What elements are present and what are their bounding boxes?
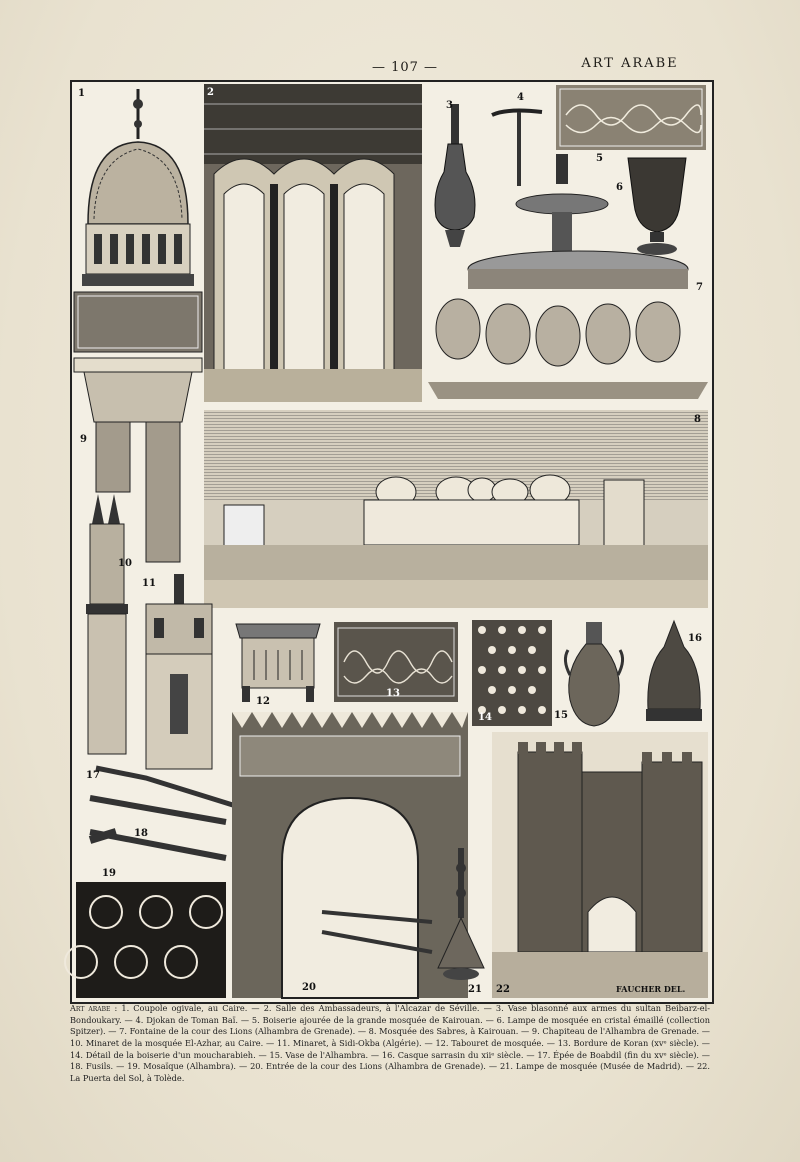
figure-number: 10	[118, 558, 132, 569]
figure-5-woodwork	[556, 85, 706, 164]
page-number: — 107 —	[371, 60, 439, 75]
figure-number: 18	[134, 828, 148, 839]
figure-number: 21	[468, 984, 482, 995]
figure-8-mosque	[204, 410, 708, 608]
caption-text: 1. Coupole ogivale, au Caire. — 2. Salle des Ambassadeurs, à l'Alcazar de Séville. — 3. Vase blasonné aux armes du sultan Beibarz-el-Bondoukary. — 4. Djokan de Toman Baï. — 5. Boiserie ajourée de la grande mosquée de Kairouan. — 6. Lampe de mosquée en cristal émaillé (collection Spitzer). — 7. Fontaine de la cour des Lions (Alhambra de Grenade). — 8. Mosquée des Sabres, à Kairouan. — 9. Chapiteau de l'Alhambra de Grenade. — 10. Minaret de la mosquée El-Azhar, au Caire. — 11. Minaret, à Sidi-Okba (Algérie). — 12. Tabouret de mosquée. — 13. Bordure de Koran (xvᵉ siècle). — 14. Détail de la boiserie d'un moucharabieh. — 15. Vase de l'Alhambra. — 16. Casque sarrasin du xiiᵉ siècle. — 17. Épée de Boabdil (fin du xvᵉ siècle). — 18. Fusils. — 19. Mosaïque (Alhambra). — 20. Entrée de la cour des Lions (Alhambra de Grenade). — 21. Lampe de mosquée (Musée de Madrid). — 22. La Puerta del Sol, à Tolède.	[70, 1003, 711, 1083]
figure-14-moucharabieh	[472, 620, 552, 726]
figure-number: 11	[142, 578, 156, 589]
figure-15-vase	[554, 620, 626, 730]
figure-number: 7	[696, 282, 703, 293]
figure-number: 3	[446, 100, 453, 111]
figure-number: 14	[478, 712, 492, 723]
caption-lead: Art arabe :	[70, 1003, 118, 1013]
figure-number: 20	[302, 982, 316, 993]
engraver-signature: FAUCHER DEL.	[616, 984, 686, 994]
figure-number: 1	[78, 88, 85, 99]
illustration-plate	[70, 80, 714, 1004]
figure-number: 13	[386, 688, 400, 699]
figure-number: 17	[86, 770, 100, 781]
figure-1-dome	[74, 84, 202, 289]
figure-7-fountain	[428, 154, 708, 404]
figure-number: 9	[80, 434, 87, 445]
figure-number: 19	[102, 868, 116, 879]
figure-number: 15	[554, 710, 568, 721]
figure-number: 6	[616, 182, 623, 193]
figure-number: 22	[496, 984, 510, 995]
figure-number: 16	[688, 633, 702, 644]
figure-number: 12	[256, 696, 270, 707]
figure-19-mosaic	[76, 868, 226, 998]
figure-16-helmet	[640, 617, 708, 729]
figure-number: 5	[596, 153, 603, 164]
figure-number: 8	[694, 414, 701, 425]
figure-20-entrance	[232, 712, 468, 998]
figure-number: 4	[517, 92, 524, 103]
plate-caption	[70, 1003, 710, 1084]
figure-number: 2	[207, 87, 214, 98]
figure-22-puerta	[492, 732, 708, 998]
figure-13-koran-border	[334, 622, 458, 702]
figure-2-hall	[204, 84, 422, 402]
section-title: ART ARABE	[581, 56, 679, 71]
figure-21-lamp	[434, 848, 488, 1000]
figure-11-minaret	[140, 574, 218, 769]
figure-12-stool	[232, 620, 324, 710]
figure-10-minaret	[78, 494, 136, 756]
